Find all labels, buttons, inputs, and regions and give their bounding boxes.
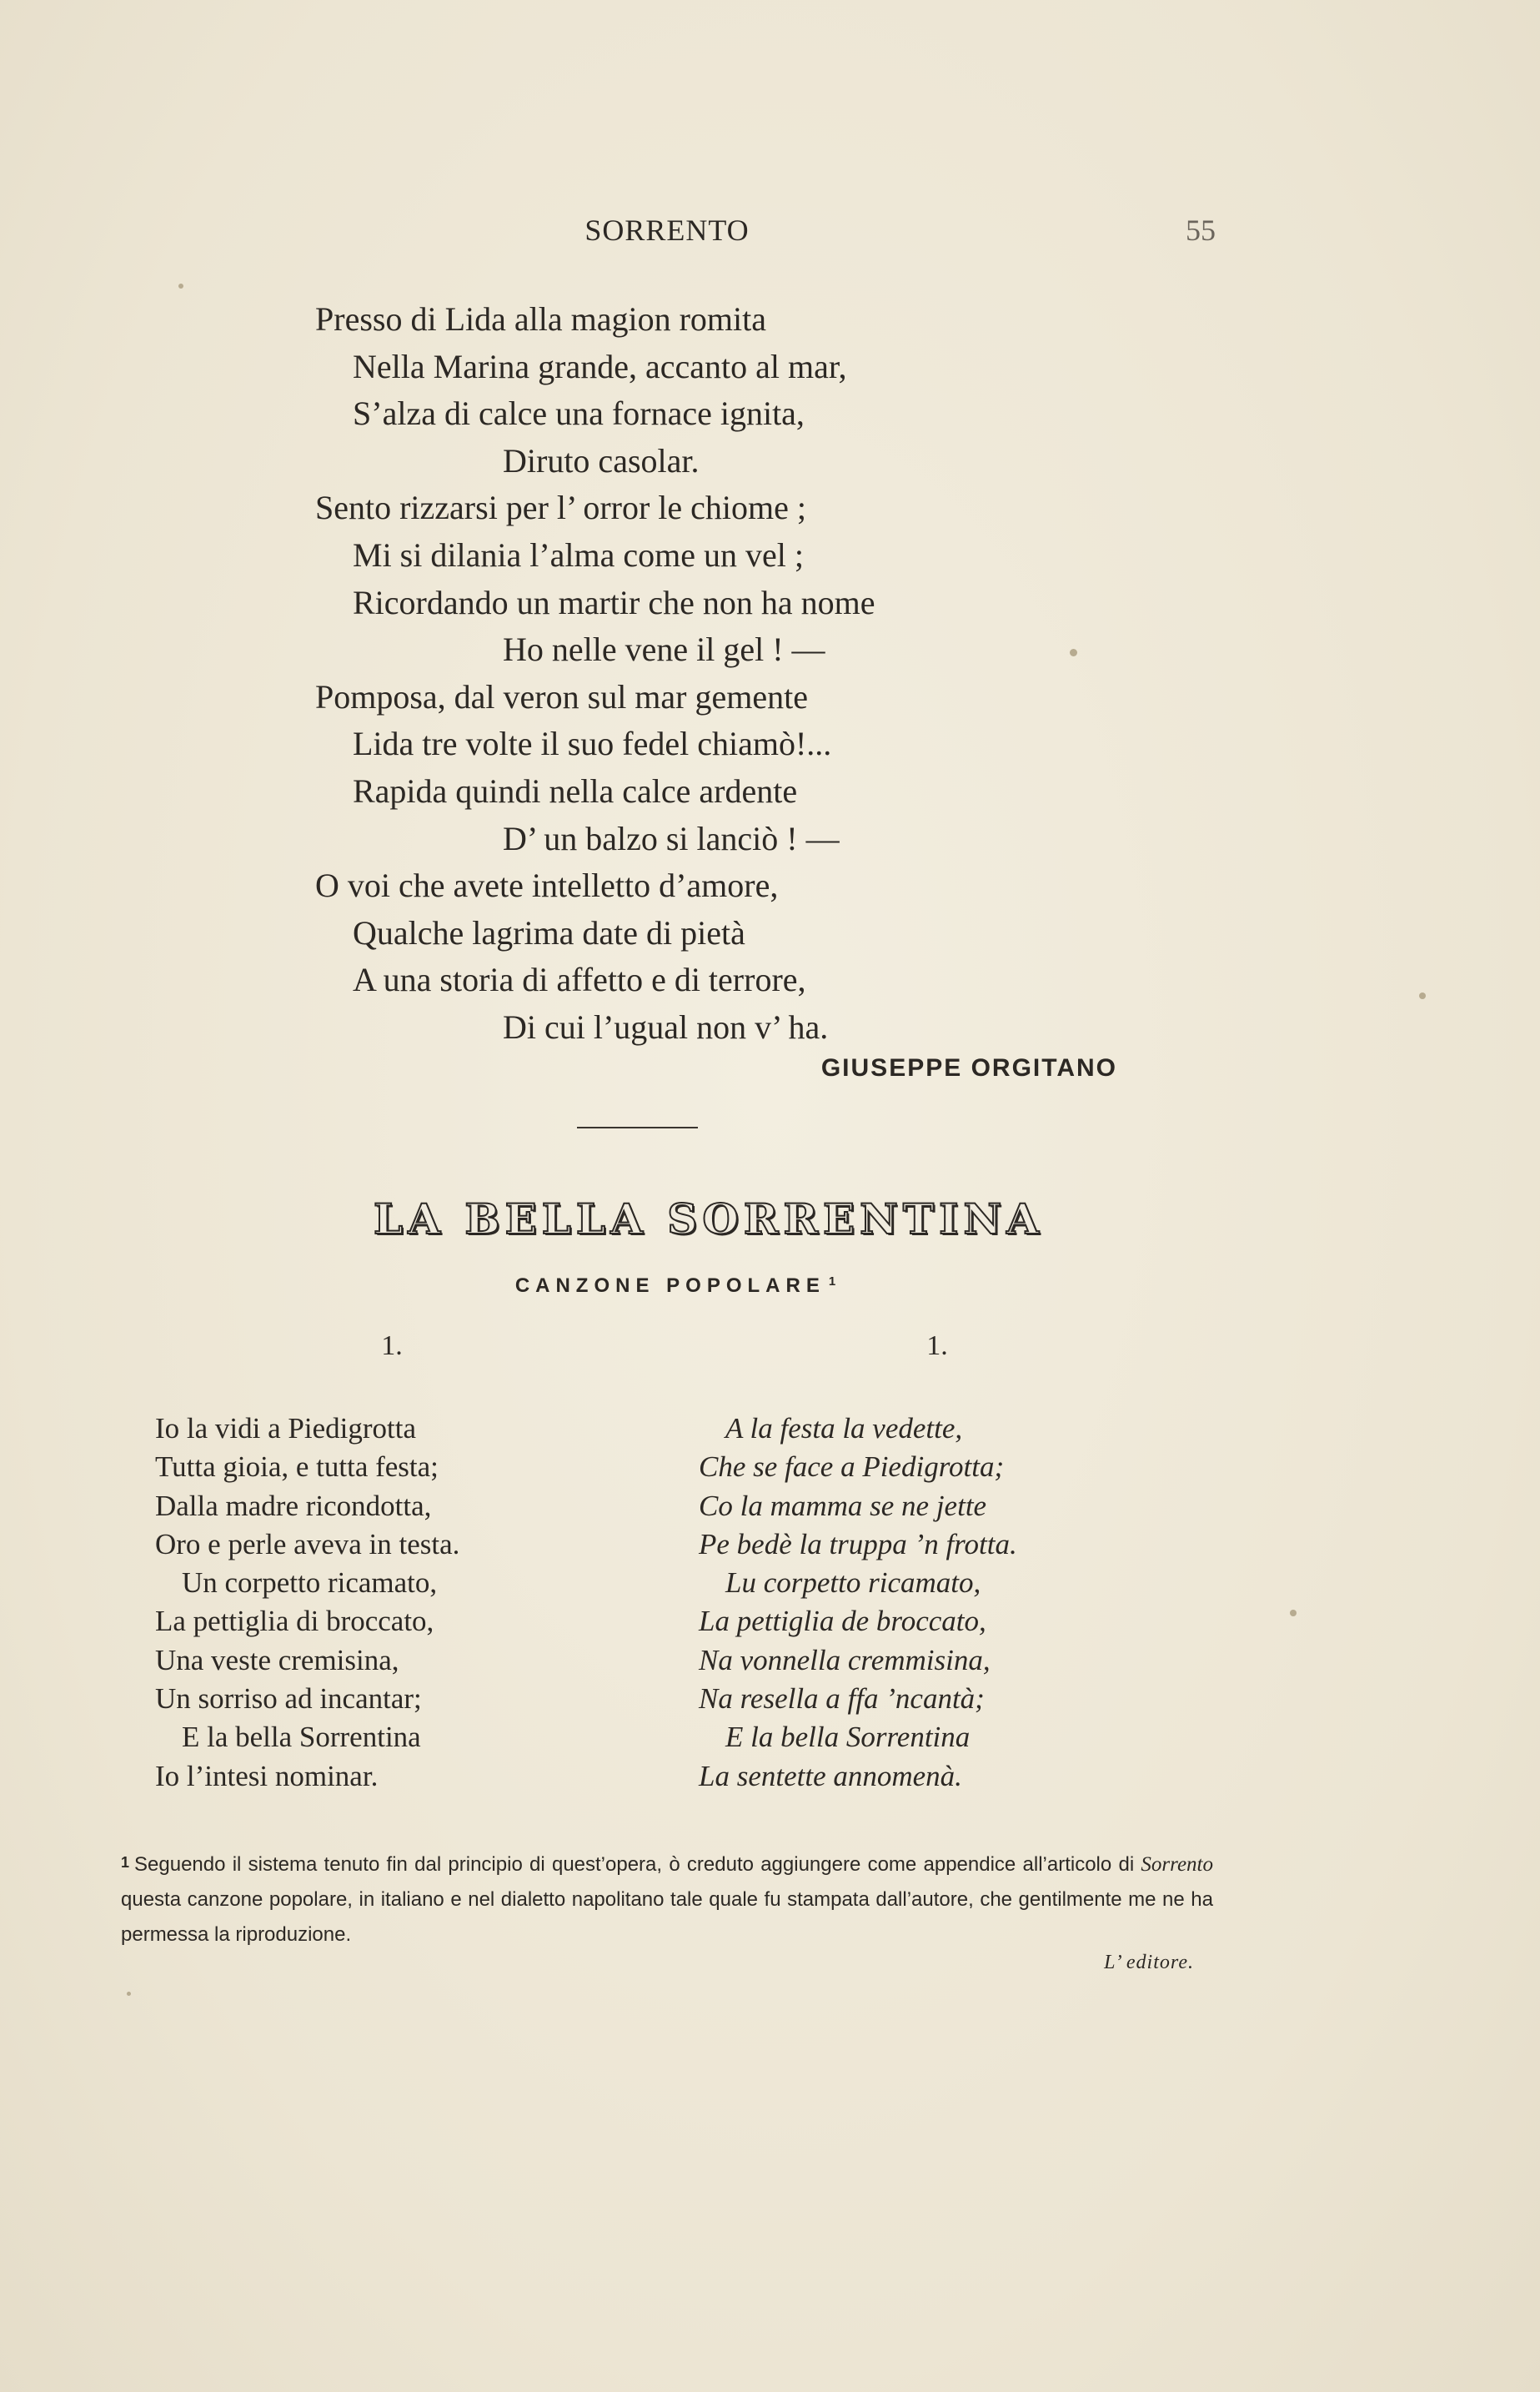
- song-title: LA BELLA SORRENTINA: [374, 1194, 1044, 1244]
- stanza-number-dialect: 1.: [926, 1330, 948, 1361]
- page-number: 55: [1186, 214, 1216, 247]
- paper-speck: [178, 284, 183, 289]
- verse-line: Dalla madre ricondotta,: [155, 1489, 432, 1522]
- verse-line: Co la mamma se ne jette: [699, 1489, 987, 1522]
- verse-line: Na resella a ffa ’ncantà;: [699, 1682, 985, 1716]
- paper-speck: [1070, 649, 1077, 656]
- poem-line: Di cui l’ugual non v’ ha.: [503, 1008, 829, 1046]
- poem-line: Pomposa, dal veron sul mar gemente: [315, 677, 808, 716]
- poem-line: Mi si dilania l’alma come un vel ;: [353, 535, 804, 574]
- poem-line: Diruto casolar.: [503, 441, 700, 480]
- verse-line: Lu corpetto ricamato,: [725, 1566, 981, 1600]
- running-head: SORRENTO: [584, 214, 750, 247]
- verse-line: Na vonnella cremmisina,: [699, 1643, 991, 1676]
- poem-line: S’alza di calce una fornace ignita,: [353, 394, 805, 433]
- song-subtitle-text: CANZONE POPOLARE: [514, 1274, 825, 1297]
- poem-line: Qualche lagrima date di pietà: [353, 913, 745, 952]
- poem-author: GIUSEPPE ORGITANO: [820, 1054, 1117, 1082]
- song-subtitle: [467, 1274, 884, 1298]
- poem-line: D’ un balzo si lanciò ! —: [503, 819, 840, 857]
- footnote-mark: 1: [121, 1854, 130, 1871]
- verse-line: E la bella Sorrentina: [182, 1721, 421, 1754]
- poem-line: Ricordando un martir che non ha nome: [353, 583, 875, 621]
- paper-speck: [1419, 992, 1426, 999]
- stanza-number-italian: 1.: [381, 1330, 403, 1361]
- verse-line: Oro e perle aveva in testa.: [155, 1527, 460, 1560]
- verse-line: A la festa la vedette,: [725, 1412, 963, 1445]
- verse-line: E la bella Sorrentina: [725, 1721, 971, 1754]
- poem-line: Nella Marina grande, accanto al mar,: [353, 347, 847, 385]
- verse-line: Io l’intesi nominar.: [155, 1759, 379, 1792]
- poem-line: A una storia di affetto e di terrore,: [353, 961, 806, 999]
- verse-line: Una veste cremisina,: [155, 1643, 399, 1676]
- poem-line: Rapida quindi nella calce ardente: [353, 771, 798, 810]
- stanza-dialect: [699, 1410, 1132, 1796]
- poem-line: Sento rizzarsi per l’ orror le chiome ;: [315, 489, 807, 527]
- verse-line: Un sorriso ad incantar;: [155, 1682, 422, 1716]
- footnote-text-end: questa canzone popolare, in italiano e nel dialetto napolitano tale quale fu stampata dall’autore, che gentilmente me ne ha permessa la riproduzione.: [121, 1888, 1213, 1946]
- verse-line: Un corpetto ricamato,: [182, 1566, 438, 1600]
- paper-speck: [1290, 1610, 1297, 1616]
- footnote: [121, 1845, 1213, 1952]
- poem-line: Ho nelle vene il gel ! —: [503, 631, 825, 669]
- poem-line: O voi che avete intelletto d’amore,: [315, 867, 779, 905]
- poem: [315, 296, 1066, 1052]
- section-divider: [577, 1127, 698, 1128]
- editor-signature: L’ editore.: [1104, 1952, 1194, 1973]
- paper-speck: [127, 1992, 131, 1996]
- verse-line: Che se face a Piedigrotta;: [699, 1450, 1005, 1484]
- verse-line: Io la vidi a Piedigrotta: [155, 1412, 416, 1445]
- stanza-italian: [155, 1410, 589, 1796]
- verse-line: Tutta gioia, e tutta festa;: [155, 1450, 439, 1484]
- poem-line: Presso di Lida alla magion romita: [315, 300, 766, 338]
- verse-line: La pettiglia de broccato,: [699, 1605, 986, 1638]
- verse-line: La pettiglia di broccato,: [155, 1605, 434, 1638]
- verse-line: Pe bedè la truppa ’n frotta.: [699, 1527, 1017, 1560]
- verse-line: La sentette annomenà.: [699, 1759, 962, 1792]
- footnote-reference: 1: [828, 1274, 836, 1289]
- footnote-italic-word: Sorrento: [1141, 1853, 1213, 1876]
- footnote-text-start: Seguendo il sistema tenuto fin dal principio di quest’opera, ò creduto aggiungere come appendice all’articolo di: [134, 1853, 1135, 1876]
- poem-line: Lida tre volte il suo fedel chiamò!...: [353, 725, 832, 763]
